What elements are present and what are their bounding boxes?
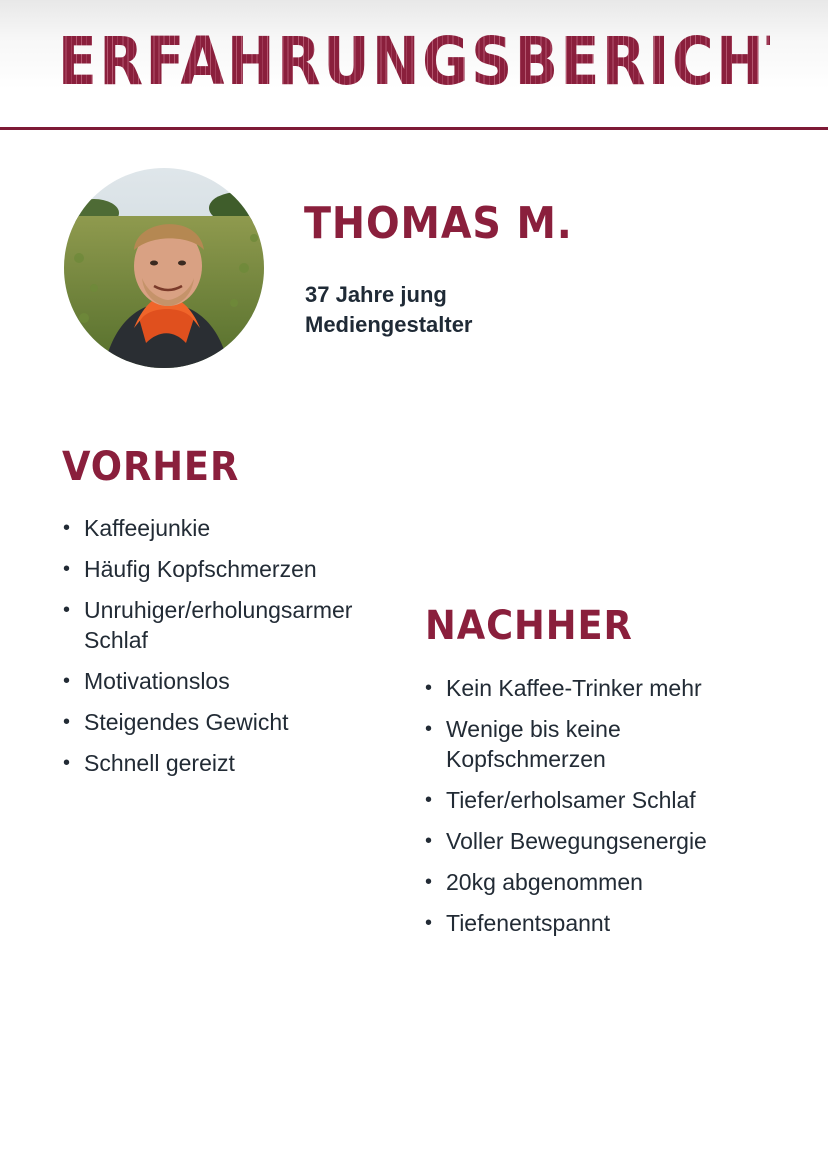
before-heading: VORHER [62,444,240,490]
list-item: • Tiefenentspannt [425,908,765,938]
before-list [63,513,403,789]
header-divider [0,127,828,130]
list-item: • Schnell gereizt [63,748,403,778]
after-heading: NACHHER [425,603,633,649]
person-age: 37 Jahre jung [305,282,447,307]
list-item: • Häufig Kopfschmerzen [63,554,403,584]
list-item: • Voller Bewegungsenergie [425,826,765,856]
list-item: • 20kg abgenommen [425,867,765,897]
avatar [64,168,264,368]
list-item: • Tiefer/erholsamer Schlaf [425,785,765,815]
list-item: • Motivationslos [63,666,403,696]
list-item: • Steigendes Gewicht [63,707,403,737]
person-info [305,280,473,340]
list-item: • Wenige bis keine Kopfschmerzen [425,714,765,774]
after-list [425,673,765,949]
person-name: THOMAS M. [304,198,573,249]
list-item: • Unruhiger/erholungsarmer Schlaf [63,595,403,655]
list-item: • Kaffeejunkie [63,513,403,543]
person-job: Mediengestalter [305,312,473,337]
list-item: • Kein Kaffee-Trinker mehr [425,673,765,703]
page-title: ERFAHRUNGSBERICHT [57,23,808,100]
portrait-photo [64,168,264,368]
